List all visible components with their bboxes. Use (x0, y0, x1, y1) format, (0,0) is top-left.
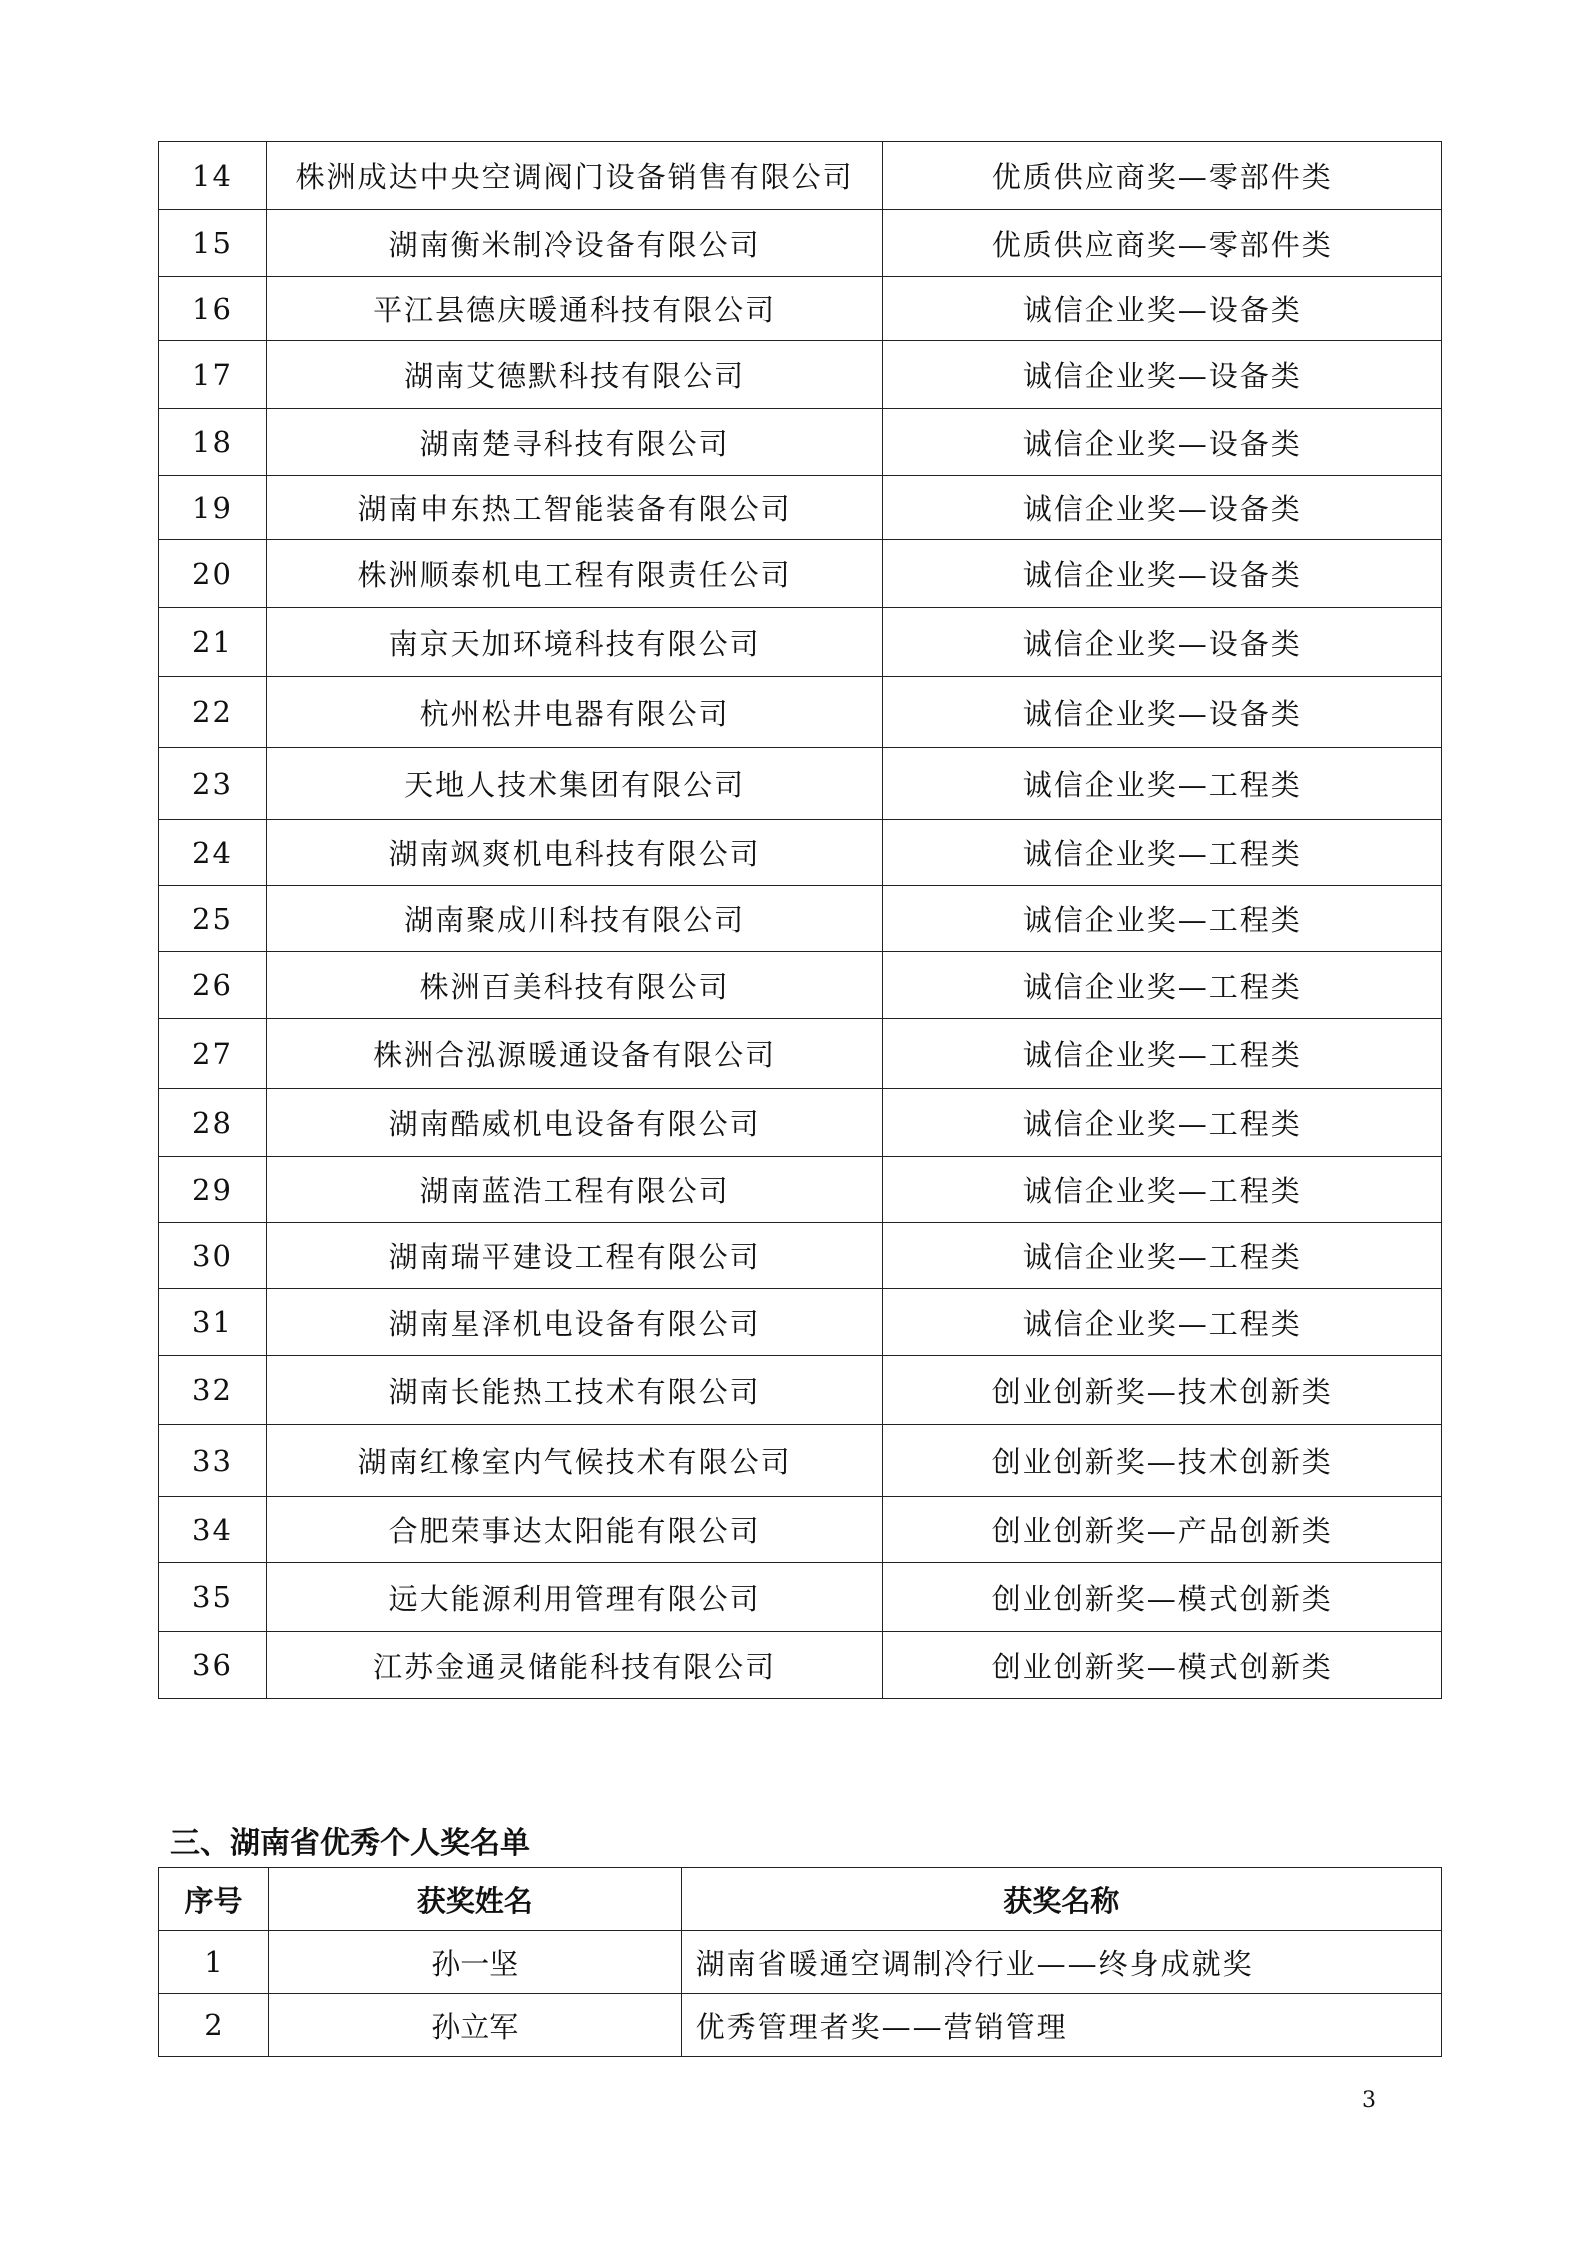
table-row (159, 886, 1442, 952)
table-row (159, 210, 1442, 277)
company-name: 平江县德庆暖通科技有限公司 (266, 277, 883, 341)
individual-award-table (158, 1867, 1442, 2057)
section-title-individual-awards: 三、湖南省优秀个人奖名单 (170, 1826, 530, 1861)
table-row (159, 820, 1442, 886)
company-name: 湖南蓝浩工程有限公司 (266, 1157, 883, 1223)
person-name: 孙立军 (268, 1994, 681, 2057)
row-number: 28 (159, 1089, 267, 1157)
table-row (159, 1089, 1442, 1157)
table-header-row (159, 1868, 1442, 1931)
award-name: 诚信企业奖—工程类 (883, 886, 1442, 952)
row-number: 30 (159, 1223, 267, 1289)
company-name: 湖南酷威机电设备有限公司 (266, 1089, 883, 1157)
company-award-table (158, 141, 1442, 1699)
table-row (159, 142, 1442, 210)
award-name: 优秀管理者奖——营销管理 (681, 1994, 1441, 2057)
company-name: 湖南红橡室内气候技术有限公司 (266, 1425, 883, 1497)
award-name: 诚信企业奖—工程类 (883, 1289, 1442, 1356)
award-name: 诚信企业奖—设备类 (883, 341, 1442, 409)
company-name: 湖南星泽机电设备有限公司 (266, 1289, 883, 1356)
table-row (159, 1425, 1442, 1497)
row-number: 17 (159, 341, 267, 409)
award-name: 诚信企业奖—工程类 (883, 1223, 1442, 1289)
header-no: 序号 (159, 1868, 269, 1931)
individual-award-table-body (159, 1931, 1442, 2057)
row-number: 21 (159, 608, 267, 677)
table-row (159, 1157, 1442, 1223)
table-row (159, 277, 1442, 341)
table-row (159, 677, 1442, 748)
award-name: 诚信企业奖—工程类 (883, 1019, 1442, 1089)
person-name: 孙一坚 (268, 1931, 681, 1994)
table-row (159, 1497, 1442, 1563)
row-number: 33 (159, 1425, 267, 1497)
award-name: 诚信企业奖—设备类 (883, 608, 1442, 677)
award-name: 优质供应商奖—零部件类 (883, 210, 1442, 277)
table-row (159, 1019, 1442, 1089)
company-name: 湖南瑞平建设工程有限公司 (266, 1223, 883, 1289)
table-row (159, 1223, 1442, 1289)
page-number: 3 (1362, 2088, 1376, 2113)
award-name: 诚信企业奖—工程类 (883, 748, 1442, 820)
company-name: 湖南聚成川科技有限公司 (266, 886, 883, 952)
row-number: 31 (159, 1289, 267, 1356)
company-name: 湖南飒爽机电科技有限公司 (266, 820, 883, 886)
company-name: 合肥荣事达太阳能有限公司 (266, 1497, 883, 1563)
table-row (159, 1994, 1442, 2057)
company-name: 株洲合泓源暖通设备有限公司 (266, 1019, 883, 1089)
award-name: 优质供应商奖—零部件类 (883, 142, 1442, 210)
award-name: 诚信企业奖—设备类 (883, 677, 1442, 748)
company-name: 株洲百美科技有限公司 (266, 952, 883, 1019)
row-number: 36 (159, 1632, 267, 1699)
company-name: 株洲顺泰机电工程有限责任公司 (266, 540, 883, 608)
row-number: 22 (159, 677, 267, 748)
award-name: 创业创新奖—模式创新类 (883, 1632, 1442, 1699)
row-number: 19 (159, 476, 267, 540)
company-name: 株洲成达中央空调阀门设备销售有限公司 (266, 142, 883, 210)
table-row (159, 409, 1442, 476)
header-award: 获奖名称 (681, 1868, 1441, 1931)
company-name: 湖南楚寻科技有限公司 (266, 409, 883, 476)
company-award-table-body (159, 142, 1442, 1699)
row-number: 1 (159, 1931, 269, 1994)
award-name: 创业创新奖—产品创新类 (883, 1497, 1442, 1563)
row-number: 16 (159, 277, 267, 341)
company-name: 湖南申东热工智能装备有限公司 (266, 476, 883, 540)
award-name: 创业创新奖—技术创新类 (883, 1356, 1442, 1425)
company-name: 湖南长能热工技术有限公司 (266, 1356, 883, 1425)
row-number: 26 (159, 952, 267, 1019)
award-name: 创业创新奖—技术创新类 (883, 1425, 1442, 1497)
row-number: 14 (159, 142, 267, 210)
award-name: 诚信企业奖—设备类 (883, 409, 1442, 476)
table-row (159, 476, 1442, 540)
award-name: 诚信企业奖—设备类 (883, 540, 1442, 608)
row-number: 34 (159, 1497, 267, 1563)
table-row (159, 1563, 1442, 1632)
table-row (159, 540, 1442, 608)
company-name: 远大能源利用管理有限公司 (266, 1563, 883, 1632)
table-row (159, 341, 1442, 409)
row-number: 15 (159, 210, 267, 277)
company-name: 湖南艾德默科技有限公司 (266, 341, 883, 409)
award-name: 创业创新奖—模式创新类 (883, 1563, 1442, 1632)
company-name: 天地人技术集团有限公司 (266, 748, 883, 820)
row-number: 29 (159, 1157, 267, 1223)
table-row (159, 952, 1442, 1019)
table-row (159, 1289, 1442, 1356)
row-number: 35 (159, 1563, 267, 1632)
company-name: 湖南衡米制冷设备有限公司 (266, 210, 883, 277)
row-number: 2 (159, 1994, 269, 2057)
award-name: 诚信企业奖—工程类 (883, 1089, 1442, 1157)
row-number: 32 (159, 1356, 267, 1425)
table-row (159, 1632, 1442, 1699)
award-name: 诚信企业奖—工程类 (883, 1157, 1442, 1223)
table-row (159, 608, 1442, 677)
company-name: 南京天加环境科技有限公司 (266, 608, 883, 677)
row-number: 18 (159, 409, 267, 476)
table-row (159, 1931, 1442, 1994)
award-name: 湖南省暖通空调制冷行业——终身成就奖 (681, 1931, 1441, 1994)
header-name: 获奖姓名 (268, 1868, 681, 1931)
table-row (159, 1356, 1442, 1425)
award-name: 诚信企业奖—设备类 (883, 476, 1442, 540)
award-name: 诚信企业奖—设备类 (883, 277, 1442, 341)
award-name: 诚信企业奖—工程类 (883, 952, 1442, 1019)
row-number: 27 (159, 1019, 267, 1089)
table-row (159, 748, 1442, 820)
company-name: 杭州松井电器有限公司 (266, 677, 883, 748)
award-name: 诚信企业奖—工程类 (883, 820, 1442, 886)
row-number: 25 (159, 886, 267, 952)
row-number: 20 (159, 540, 267, 608)
row-number: 24 (159, 820, 267, 886)
row-number: 23 (159, 748, 267, 820)
company-name: 江苏金通灵储能科技有限公司 (266, 1632, 883, 1699)
